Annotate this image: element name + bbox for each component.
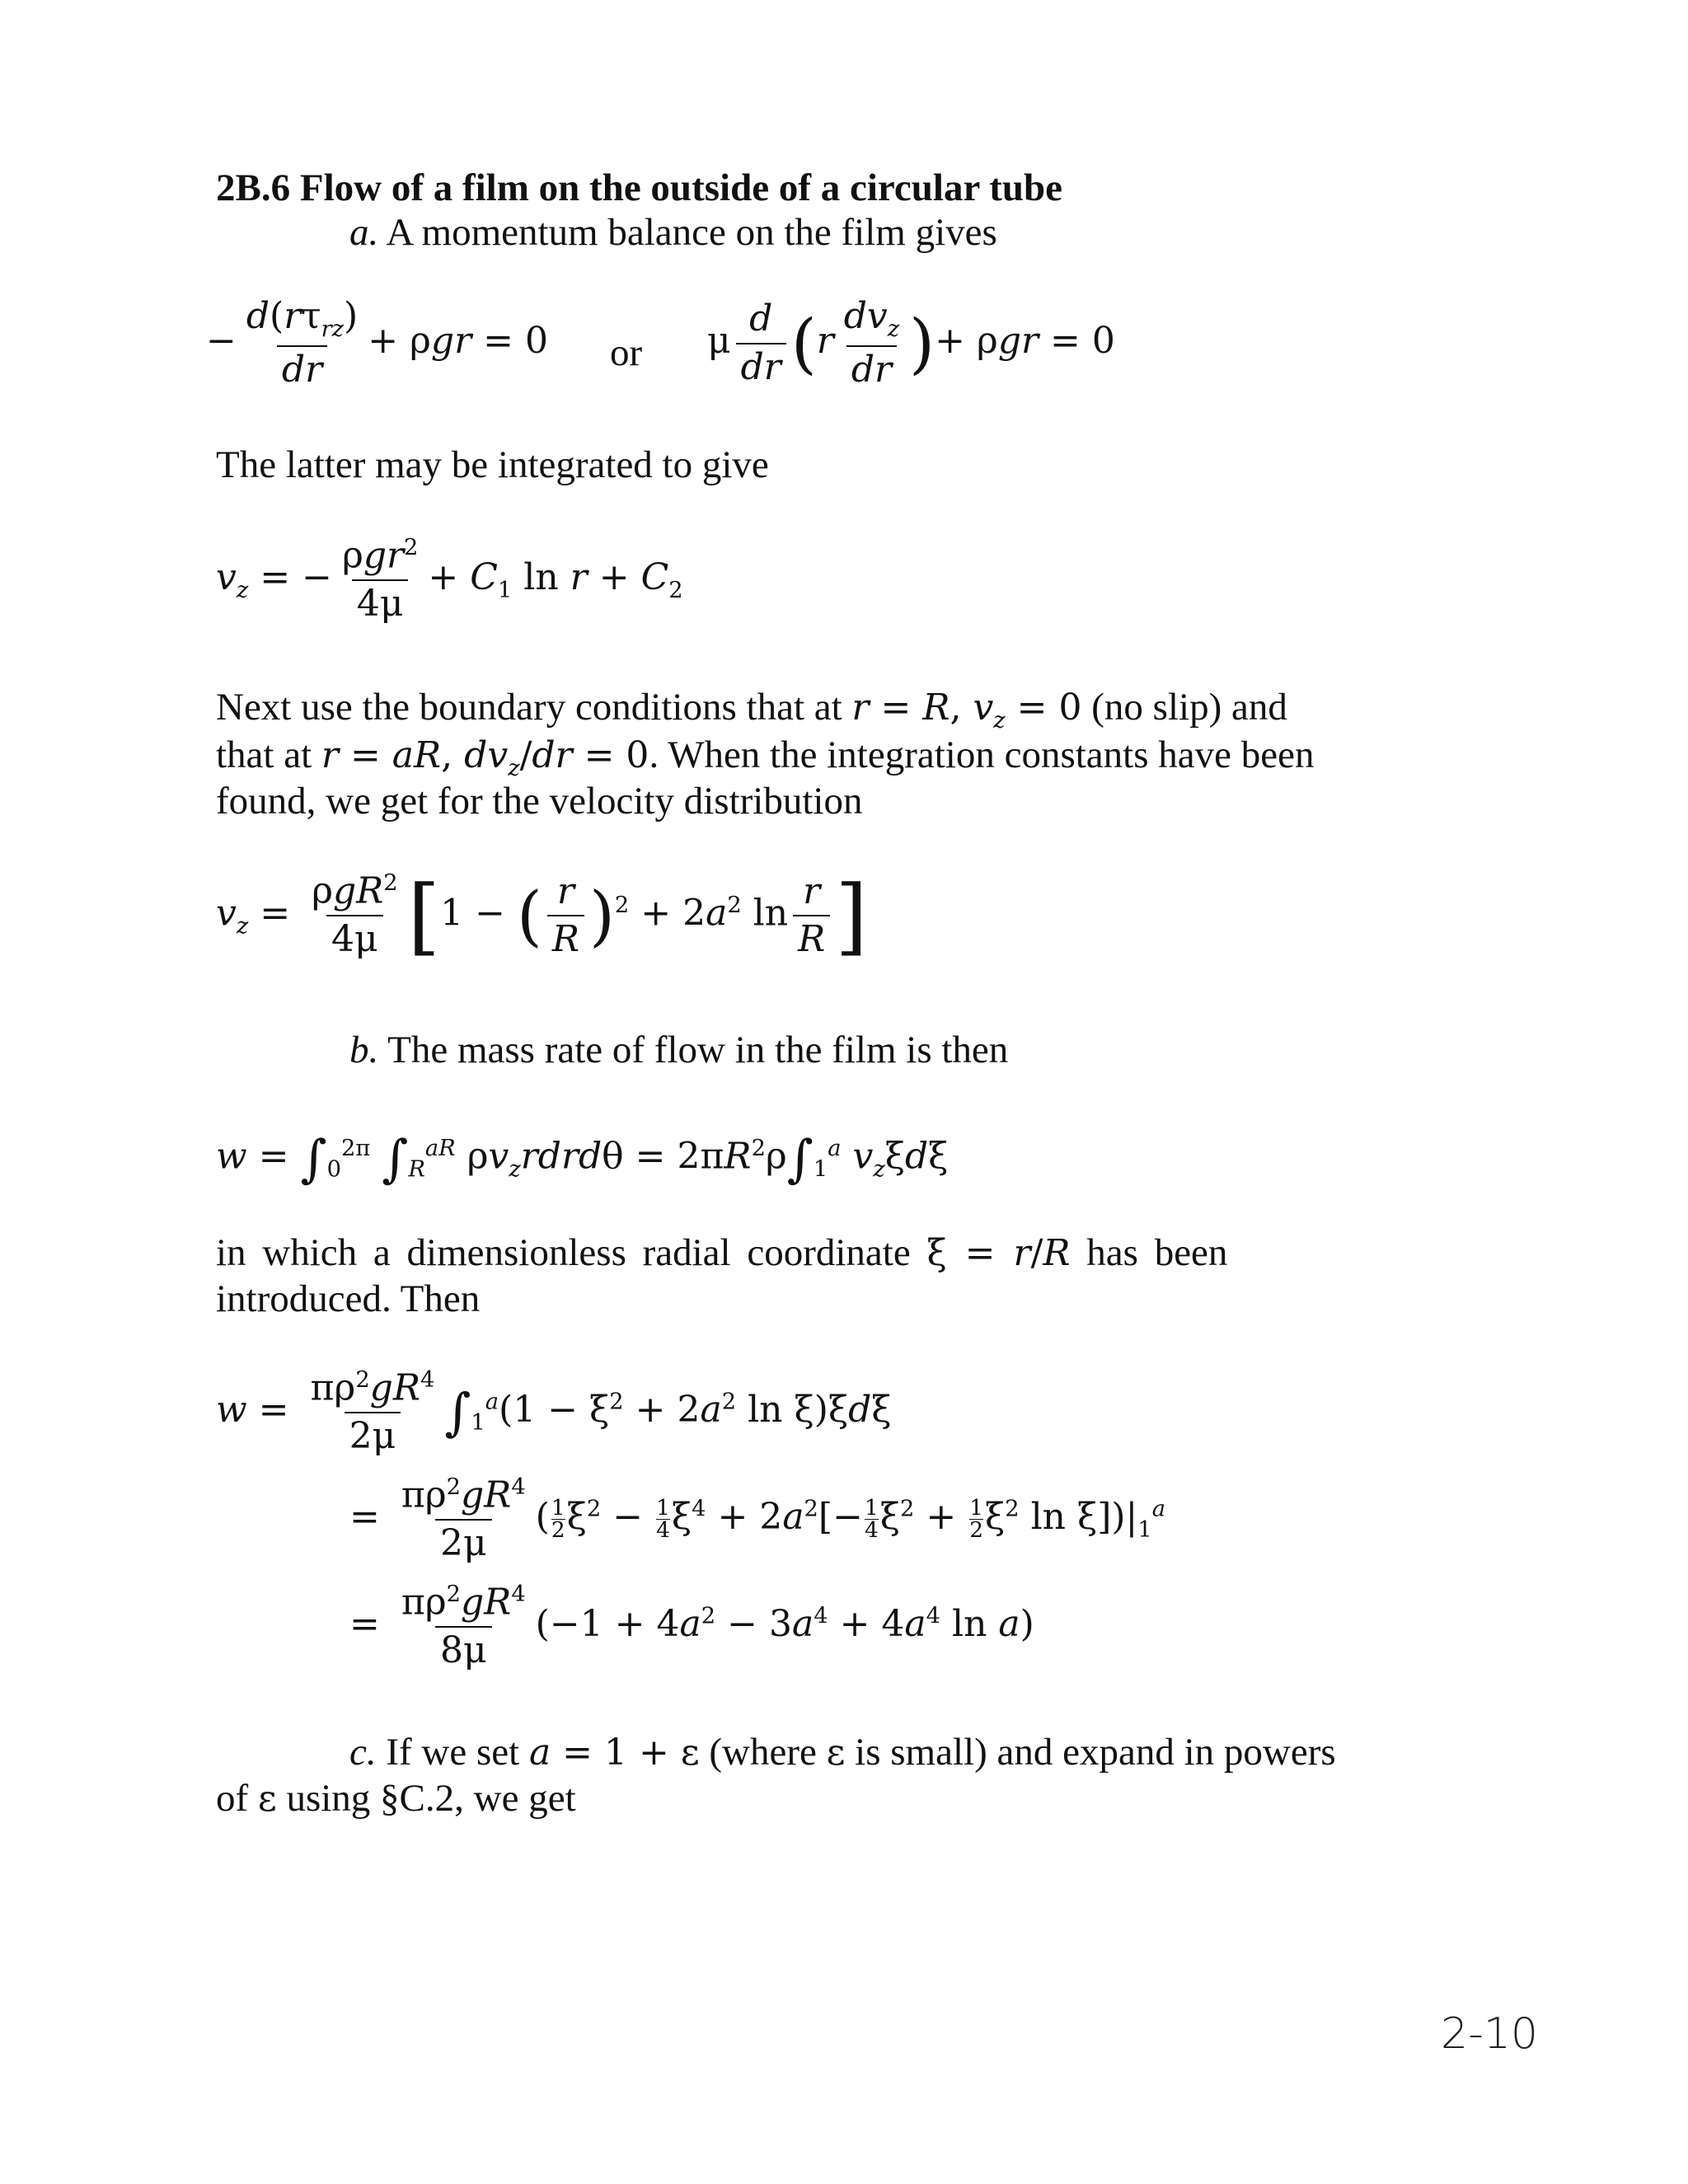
word-or: or — [610, 331, 643, 374]
equation-mass-flow-line-1: w = $\frac{\pi\rho^2gR^4}{2\mu}$ $\int_1^a(1 - \xi^2 + 2a^2$ ln ξ)ξdξ — [216, 1366, 892, 1458]
section-title: Flow of a film on the outside of a circular tube — [299, 166, 1063, 209]
bc-line-2-pre: that at — [216, 733, 312, 776]
part-c-line-2-post: using §C.2, we get — [286, 1777, 576, 1820]
bc-line-2: that at r = aR, $dv_z/dr = 0$. When the integration constants have been — [216, 733, 1315, 781]
dimless-pre: in which a dimensionless radial coordinate — [216, 1231, 911, 1274]
equation-velocity-general: $v_z$ = − $\frac{\rho gr^2}{4\mu}$ + $C_1$ $\ln r + C_2$ — [216, 534, 683, 626]
section-heading — [216, 165, 1062, 211]
part-a-text: A momentum balance on the film gives — [386, 211, 997, 254]
part-c-line-1: c. If we set a = 1 + ε (where ε is small) and expand in powers — [349, 1731, 1336, 1774]
equation-momentum-balance: − $\frac{d(r\tau_{rz})}{dr}$ + ρgr = 0 — [206, 295, 548, 391]
dimless-line-1: in which a dimensionless radial coordinate ξ = r/R has been — [216, 1231, 1228, 1274]
bc-line-3: found, we get for the velocity distribution — [216, 780, 863, 823]
bc-line-1: Next use the boundary conditions that at r = R, $v_z = 0$ (no slip) and — [216, 686, 1287, 733]
equation-mass-flow-line-2: = $\frac{\pi\rho^2gR^4}{2\mu}$ ( $\frac{1}{2}$ $\xi^2$ − $\frac{1}{4}$ $\xi^4 + 2a^2[-$ $\frac{1}{4}$ $\xi^2$ + $\frac{1}{2}$ $\xi^2$ $\ln \xi])|_1^a$ — [349, 1474, 1165, 1565]
bc-line-2-post: . When the integration constants have been — [649, 733, 1315, 776]
equation-mass-flow: $w = \int_0^{2\pi}$ $\int_R^{aR}$ $\rho v_zrdrd\theta = 2\pi R^2\rho\int_1^a$ $v_z\xi d\xi$ — [216, 1129, 949, 1188]
dimless-post: has been — [1086, 1231, 1228, 1274]
part-c-line-2-pre: of — [216, 1777, 249, 1820]
section-number: 2B.6 — [216, 166, 291, 209]
part-c-label: c. — [349, 1731, 377, 1774]
bc-line-1-pre: Next use the boundary conditions that at — [216, 686, 842, 729]
part-c-line-2: of ε using §C.2, we get — [216, 1777, 576, 1820]
part-c-pre: If we set — [386, 1731, 520, 1774]
part-b-intro — [349, 1027, 1008, 1073]
part-c-post: is small) and expand in powers — [855, 1731, 1336, 1774]
equation-velocity-distribution: $v_z$ = $\frac{\rho gR^2}{4\mu}$ [1 − ( $\frac{r}{R}$ )$^2 + 2a^2$ ln $\frac{r}{R}$ ] — [216, 867, 868, 964]
introduced-text: introduced. Then — [216, 1277, 481, 1320]
page-number: 2-10 — [1441, 2009, 1539, 2059]
part-a-label: a. — [349, 211, 379, 254]
integrate-text: The latter may be integrated to give — [216, 443, 769, 486]
equation-mass-flow-line-3: = $\frac{\pi\rho^2gR^4}{8\mu}$ ($-1 + 4a^2 - 3a^4 + 4a^4$ ln a) — [349, 1581, 1034, 1672]
part-b-label: b. — [349, 1029, 379, 1071]
bc-line-1-post: (no slip) and — [1091, 686, 1287, 729]
part-b-text: The mass rate of flow in the film is then — [387, 1029, 1009, 1071]
part-a-intro — [349, 209, 997, 255]
part-c-mid: (where — [709, 1731, 817, 1774]
equation-momentum-balance-alt: μ $\frac{d}{dr}$ (r $\frac{dv_z}{dr}$ )+ ρgr = 0 — [707, 295, 1115, 391]
